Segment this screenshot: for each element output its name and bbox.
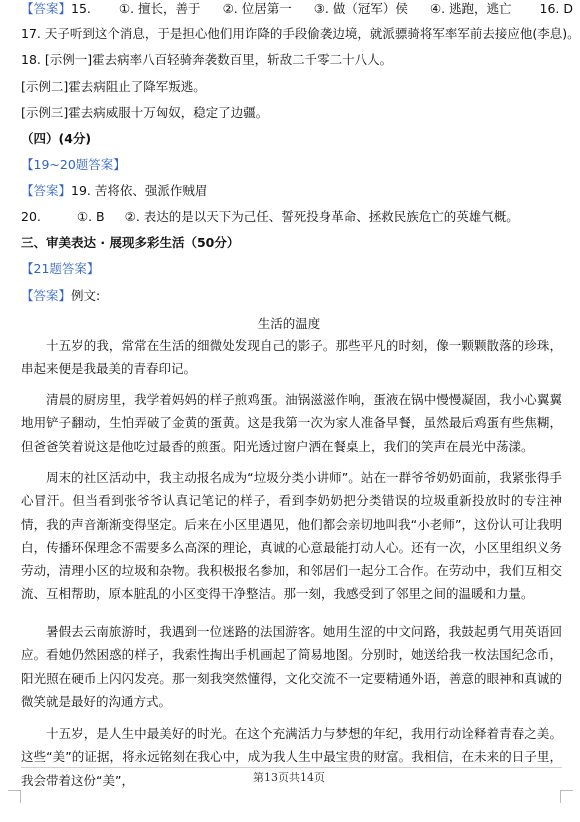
q21-answer-tag: 【21题答案】	[21, 261, 100, 276]
essay-title: 生活的温度	[257, 316, 321, 331]
essay-paragraph: 十五岁的我，常常在生活的细微处发现自己的影子。那些平凡的时刻，像一颗颗散落的珍珠，串起来便是我最美的青春印记。	[21, 338, 562, 377]
q18-example-2: [示例二]霍去病阻止了降军叛逃。	[21, 79, 206, 94]
section-4-heading: （四）(4分)	[21, 131, 92, 146]
answer-tag: 【答案】	[21, 1, 72, 16]
page-footer: 第13页共14页	[253, 771, 325, 784]
q20-option-1: ①. B	[76, 209, 105, 224]
q19-20-answer-tag: 【19~20题答案】	[21, 157, 126, 172]
crop-mark-left	[8, 790, 21, 803]
q18-example-3: [示例三]霍去病威服十万匈奴，稳定了边疆。	[21, 105, 269, 120]
q20-number: 20.	[21, 209, 41, 224]
section-3-heading: 三、审美表达 · 展现多彩生活（50分）	[21, 235, 240, 250]
q18-example-1: 18. [示例一]霍去病率八百轻骑奔袭数百里，斩敌二千零二十八人。	[21, 52, 393, 67]
essay-paragraph: 暑假去云南旅游时，我遇到一位迷路的法国游客。她用生涩的中文问路，我鼓起勇气用英语回应。看她仍然困惑的样子，我索性掏出手机画起了简易地图。分别时，她送给我一枚法国纪念币，阳光照在硬币上闪闪发亮。那一刻我突然懂得，文化交流不一定要精通外语，善意的眼神和真诚的微笑就是最好的沟通方式。	[21, 624, 562, 709]
q15-option-3: ③. 做（冠军）侯	[313, 1, 408, 16]
answer-line-q15	[21, 1, 574, 17]
q17-answer: 17. 天子听到这个消息，于是担心他们用诈降的手段偷袭边境，就派骠骑将军率军前去接应他(李息)。	[21, 26, 580, 41]
q20-option-2: ②. 表达的是以天下为己任、誓死投身革命、拯救民族危亡的英雄气概。	[124, 209, 519, 224]
footer-divider	[21, 767, 562, 768]
crop-mark-right	[560, 790, 573, 803]
essay-paragraph: 周末的社区活动中，我主动报名成为“垃圾分类小讲师”。站在一群爷爷奶奶面前，我紧张得手心冒汗。但当看到张爷爷认真记笔记的样子，看到李奶奶把分类错误的垃圾重新投放时的专注神情，我的声音渐渐变得坚定。后来在小区里遇见，他们都会亲切地叫我“小老师”，这份认可让我明白，传播环保理念不需要多么高深的理论，真诚的心意最能打动人心。还有一次，小区里组织义务劳动，清理小区的垃圾和杂物。我积极报名参加，和邻居们一起分工合作。在劳动中，我们互相交流、互相帮助，原本脏乱的小区变得干净整洁。那一刻，我感受到了邻里之间的温暖和力量。	[21, 470, 562, 602]
q19-answer: 19. 苦将依、强派作贼眉	[71, 183, 208, 198]
answer-tag: 【答案】	[21, 288, 72, 303]
q15-option-2: ②. 位居第一	[222, 1, 292, 16]
q15-number: 15.	[71, 1, 91, 16]
answer-tag: 【答案】	[21, 183, 72, 198]
essay-paragraph: 清晨的厨房里，我学着妈妈的样子煎鸡蛋。油锅滋滋作响，蛋液在锅中慢慢凝固，我小心翼翼地用铲子翻动，生怕弄破了金黄的蛋黄。这是我第一次为家人准备早餐，虽然最后鸡蛋有些焦糊，但爸爸笑着说这是他吃过最香的煎蛋。阳光透过窗户洒在餐桌上，我们的笑声在晨光中荡漾。	[21, 392, 562, 454]
q20-answer-line	[21, 209, 562, 225]
q19-answer-line	[21, 183, 562, 199]
example-label-line	[21, 288, 562, 304]
q15-option-1: ①. 擅长，善于	[118, 1, 201, 16]
essay-paragraph: 十五岁，是人生中最美好的时光。在这个充满活力与梦想的年纪，我用行动诠释着青春之美。这些“美”的证据，将永远铭刻在我心中，成为我人生中最宝贵的财富。我相信，在未来的日子里，我会带着这份“美”，	[21, 726, 562, 788]
example-label: 例文:	[71, 288, 101, 303]
q16-answer: 16. D	[539, 1, 574, 16]
q15-option-4: ④. 逃跑，逃亡	[429, 1, 512, 16]
